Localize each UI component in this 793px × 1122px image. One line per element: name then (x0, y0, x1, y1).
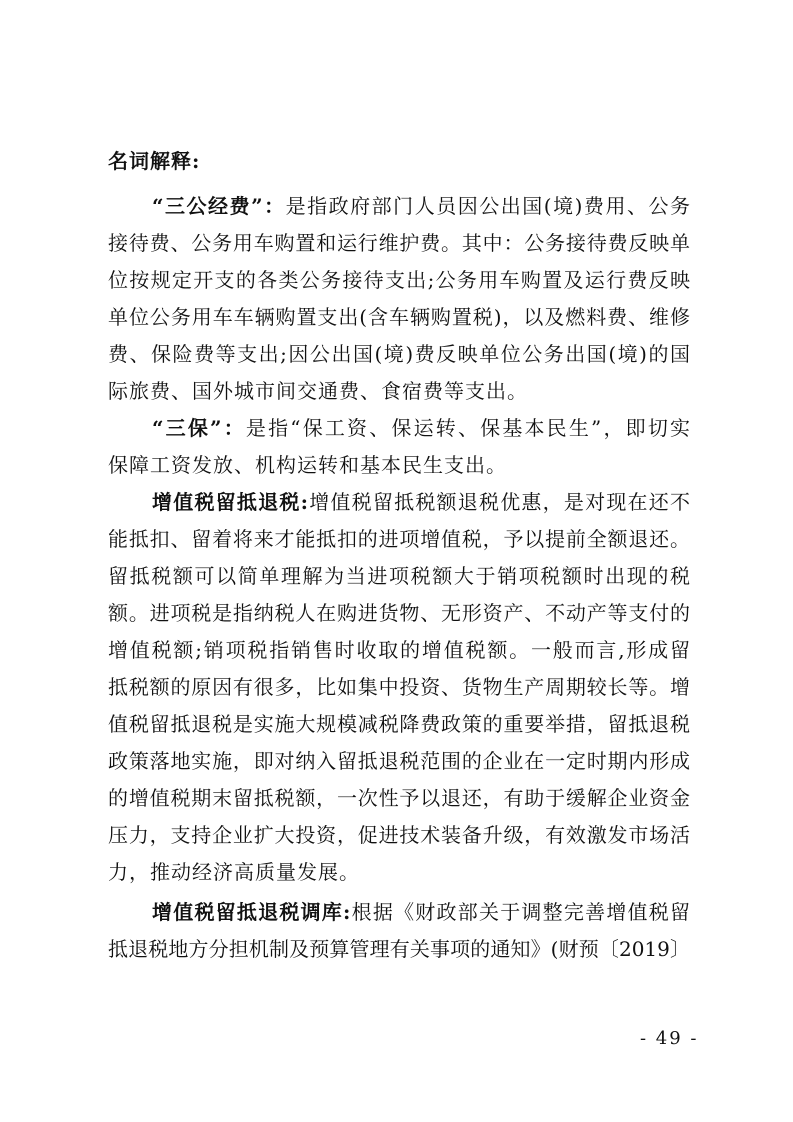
paragraph-line (108, 635, 690, 665)
paragraph-line (152, 191, 690, 221)
line-text: 增值税留抵税额退税优惠，是对现在还不 (307, 490, 691, 514)
paragraph-line (108, 783, 690, 813)
paragraph-line (152, 413, 690, 443)
line-text: 力，推动经济高质量发展。 (108, 860, 360, 884)
term-label: “三公经费”： (152, 194, 286, 218)
line-text: 位按规定开支的各类公务接待支出;公务用车购置及运行费反映 (108, 268, 690, 292)
paragraph-line (108, 857, 690, 887)
line-text: 值税留抵退税是实施大规模减税降费政策的重要举措，留抵退税 (108, 712, 690, 736)
section-heading: 名词解释: (108, 149, 201, 173)
term-label: 增值税留抵退税调库: (152, 900, 351, 924)
term-label: 增值税留抵退税: (152, 490, 308, 514)
line-text: 政策落地实施，即对纳入留抵退税范围的企业在一定时期内形成 (108, 749, 690, 773)
line-text: 是指政府部门人员因公出国(境)费用、公务 (285, 194, 690, 218)
paragraph-line (108, 302, 690, 332)
paragraph-line (108, 376, 690, 406)
line-text: 是指“保工资、保运转、保基本民生”，即切实 (245, 416, 690, 440)
line-text: 抵税额的原因有很多，比如集中投资、货物生产周期较长等。增 (108, 675, 690, 699)
paragraph-line (152, 897, 690, 927)
paragraph-line (108, 339, 690, 369)
paragraph-line (108, 672, 690, 702)
paragraph-line (108, 709, 690, 739)
line-text: 压力，支持企业扩大投资，促进技术装备升级，有效激发市场活 (108, 823, 690, 847)
line-text: 费、保险费等支出;因公出国(境)费反映单位公务出国(境)的国 (108, 342, 690, 366)
line-text: 根据《财政部关于调整完善增值税留 (350, 900, 690, 924)
line-text: 保障工资发放、机构运转和基本民生支出。 (108, 453, 507, 477)
page-number: - 49 - (640, 1028, 699, 1049)
line-text: 额。进项税是指纳税人在购进货物、无形资产、不动产等支付的 (108, 601, 690, 625)
line-text: 的增值税期末留抵税额，一次性予以退还，有助于缓解企业资金 (108, 786, 690, 810)
line-text: 留抵税额可以简单理解为当进项税额大于销项税额时出现的税 (108, 564, 690, 588)
line-text: 抵退税地方分担机制及预算管理有关事项的通知》(财预〔2019〕 (108, 937, 690, 961)
paragraph-line (108, 228, 690, 258)
line-text: 增值税额;销项税指销售时收取的增值税额。一般而言,形成留 (108, 638, 690, 662)
paragraph-line (108, 561, 690, 591)
paragraph-line (108, 598, 690, 628)
paragraph-line (108, 934, 690, 964)
paragraph-line (108, 820, 690, 850)
paragraph-line (108, 524, 690, 554)
line-text: 际旅费、国外城市间交通费、食宿费等支出。 (108, 379, 528, 403)
paragraph-line (108, 746, 690, 776)
line-text: 能抵扣、留着将来才能抵扣的进项增值税，予以提前全额退还。 (108, 527, 690, 551)
term-label: “三保”： (152, 416, 246, 440)
line-text: 单位公务用车车辆购置支出(含车辆购置税)，以及燃料费、维修 (108, 305, 690, 329)
paragraph-line (108, 450, 690, 480)
paragraph-line (108, 265, 690, 295)
paragraph-line (152, 487, 690, 517)
line-text: 接待费、公务用车购置和运行维护费。其中：公务接待费反映单 (108, 231, 690, 255)
